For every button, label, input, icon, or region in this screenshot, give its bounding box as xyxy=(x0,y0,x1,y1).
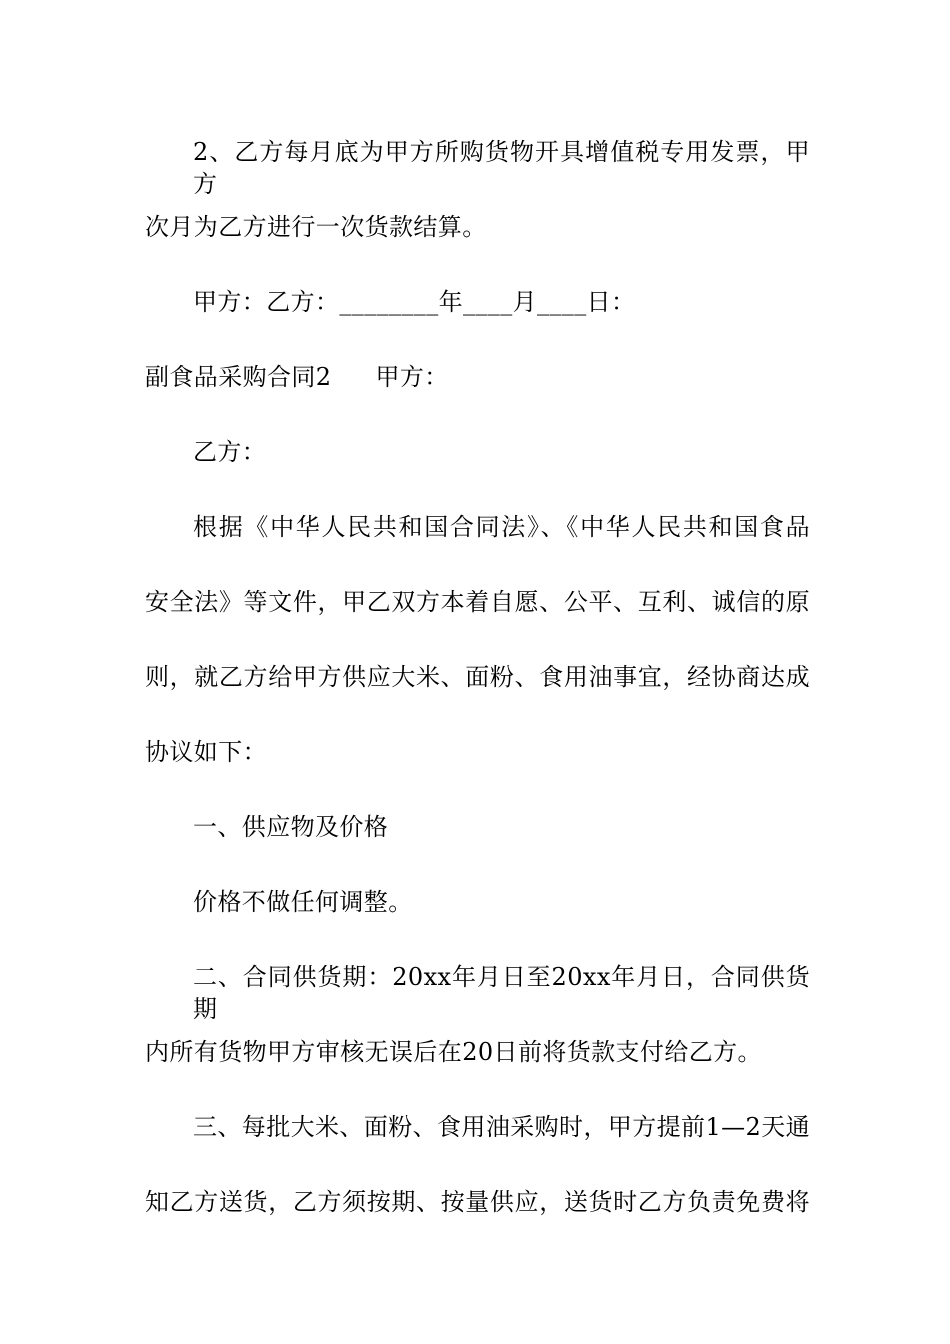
party-b-label: 乙方： xyxy=(193,438,267,466)
paragraph-line: 二、合同供货期：20xx年月日至20xx年月日，合同供货期 xyxy=(193,963,810,1023)
section-heading: 一、供应物及价格 xyxy=(193,813,389,841)
paragraph-line: 内所有货物甲方审核无误后在20日前将货款支付给乙方。 xyxy=(145,1038,762,1066)
signature-line: 甲方：乙方：________年____月____日： xyxy=(193,288,636,316)
paragraph-line: 安全法》等文件，甲乙双方本着自愿、公平、互利、诚信的原 xyxy=(145,588,810,616)
paragraph-line: 2、乙方每月底为甲方所购货物开具增值税专用发票，甲方 xyxy=(193,138,810,198)
contract-heading xyxy=(145,361,810,393)
paragraph-line: 次月为乙方进行一次货款结算。 xyxy=(145,213,487,241)
paragraph-line: 价格不做任何调整。 xyxy=(193,888,413,916)
paragraph-line: 协议如下： xyxy=(145,738,267,766)
paragraph-line: 三、每批大米、面粉、食用油采购时，甲方提前1—2天通 xyxy=(193,1113,810,1141)
contract-title: 副食品采购合同2 xyxy=(145,363,332,391)
paragraph-line: 知乙方送货，乙方须按期、按量供应，送货时乙方负责免费将 xyxy=(145,1188,810,1216)
paragraph-line: 则，就乙方给甲方供应大米、面粉、食用油事宜，经协商达成 xyxy=(145,663,810,691)
party-a-label: 甲方： xyxy=(375,363,449,391)
paragraph-line: 根据《中华人民共和国合同法》、《中华人民共和国食品 xyxy=(193,513,810,541)
